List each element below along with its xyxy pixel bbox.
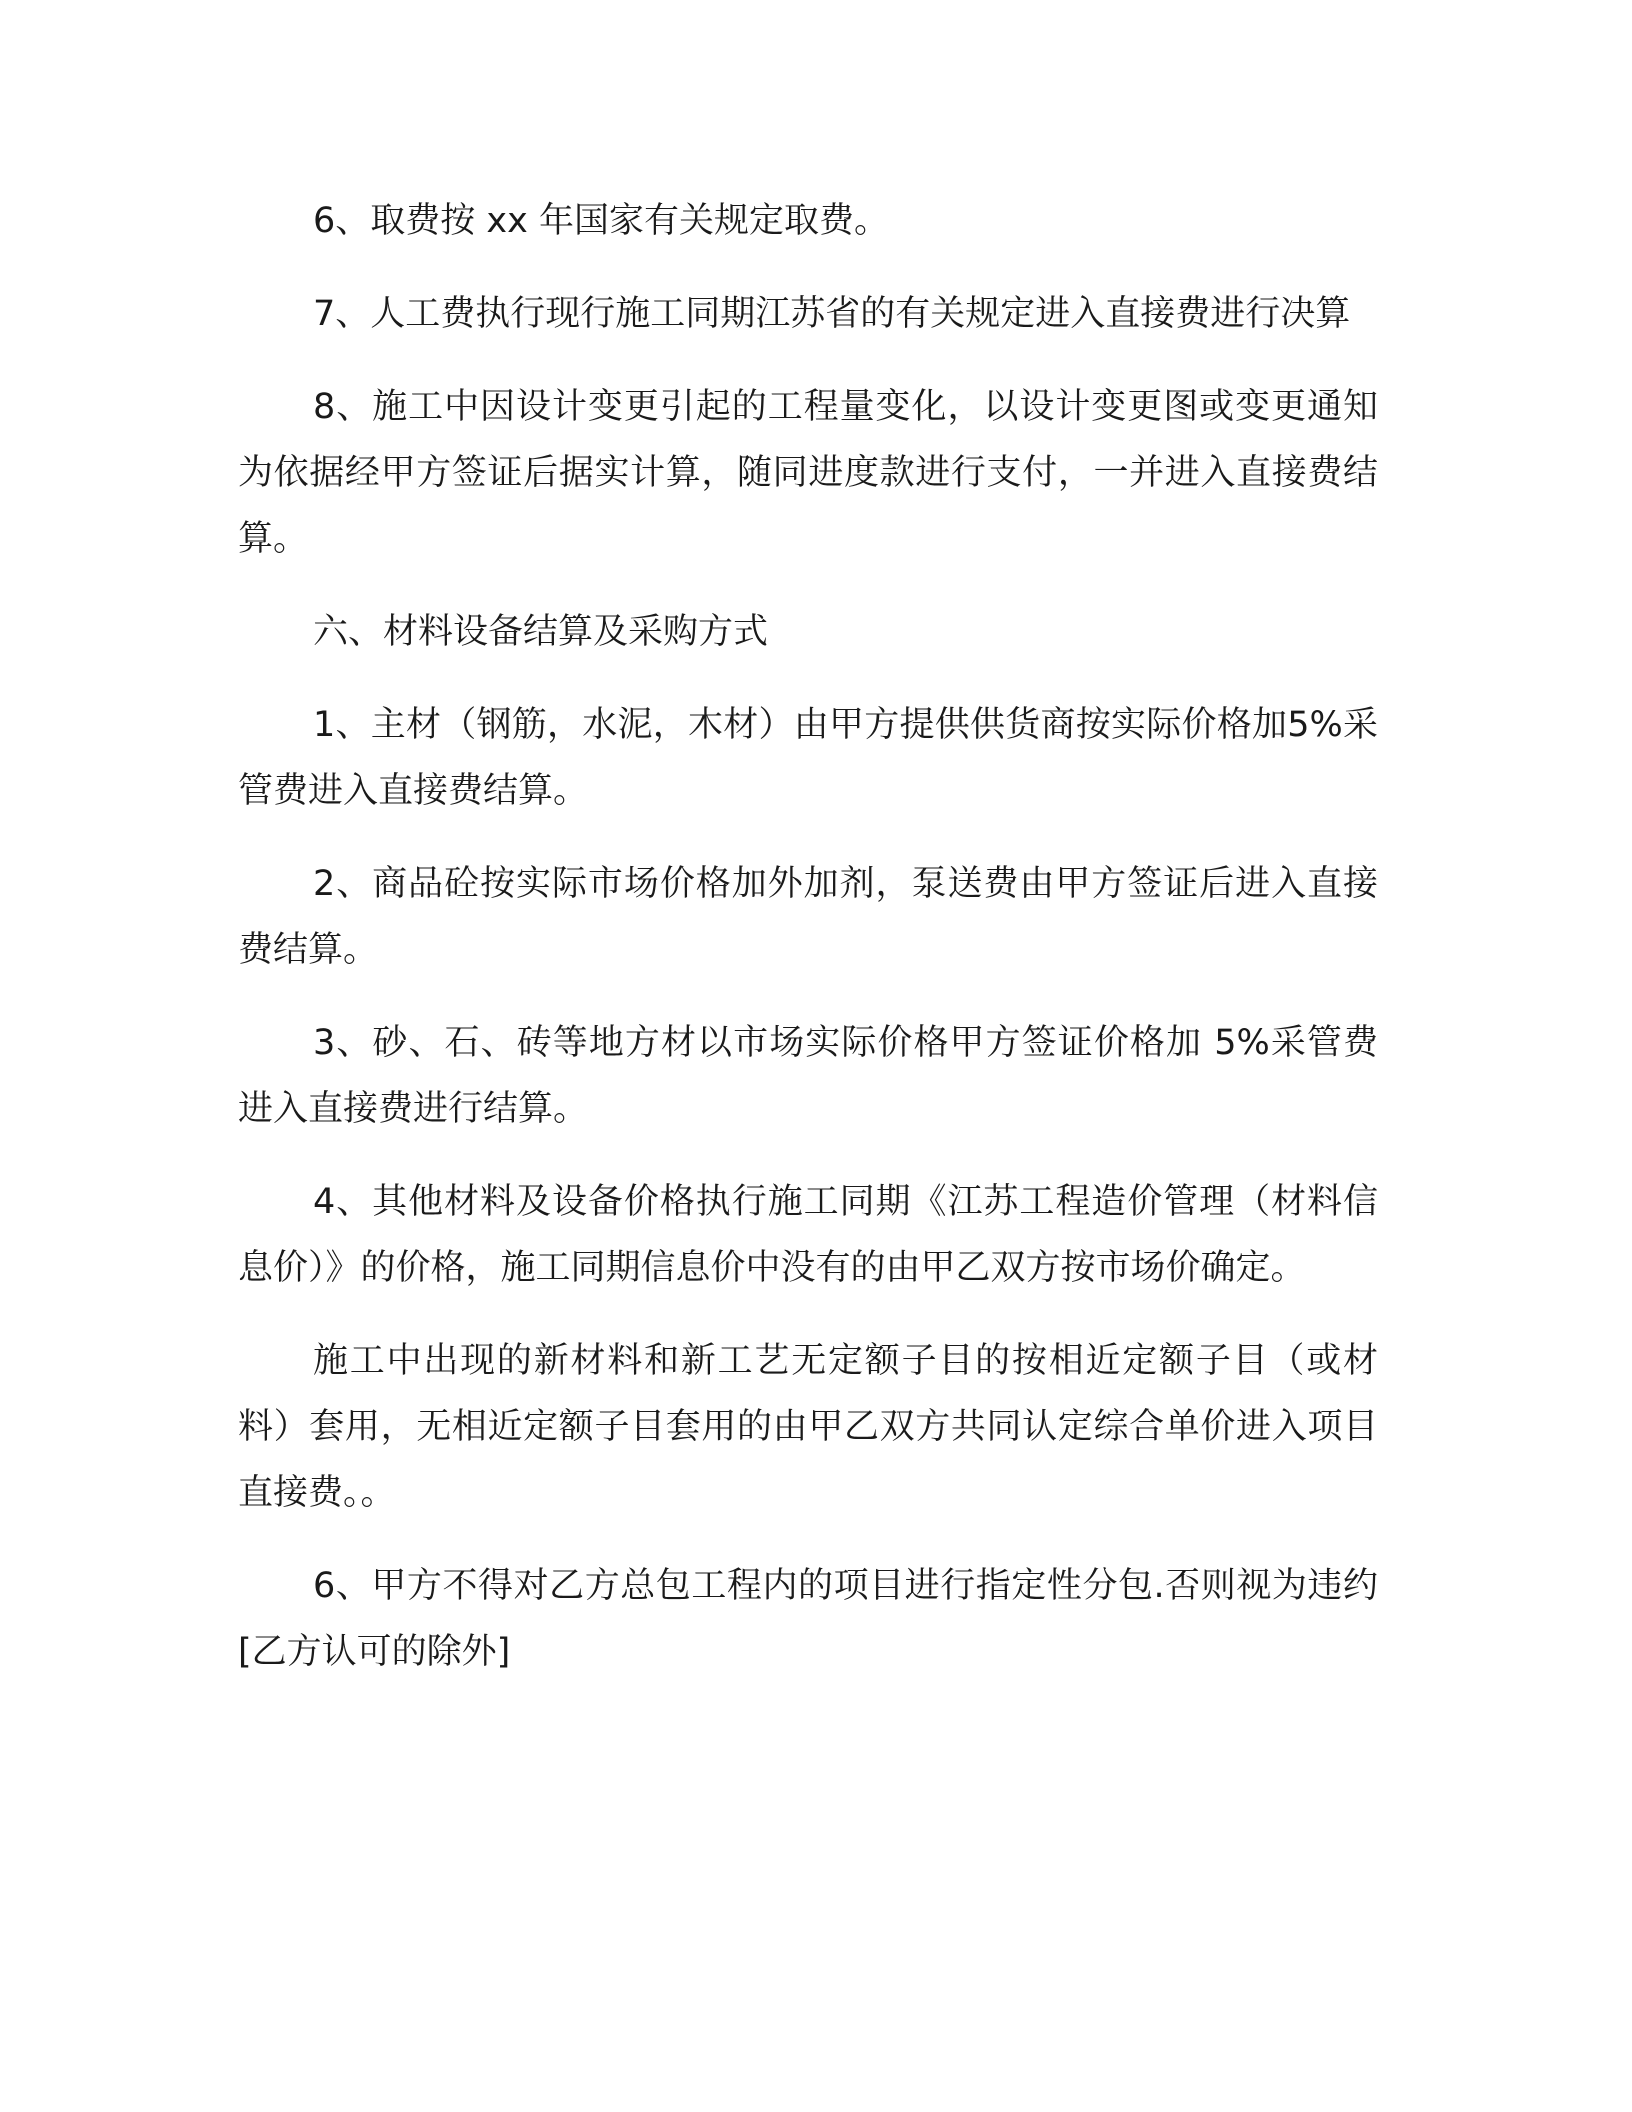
document-body xyxy=(238,188,1378,1712)
paragraph-new-materials: 施工中出现的新材料和新工艺无定额子目的按相近定额子目（或材料）套用，无相近定额子目套用的由甲乙双方共同认定综合单价进入项目直接费。。 xyxy=(238,1341,1378,1513)
paragraph-design-change: 8、施工中因设计变更引起的工程量变化，以设计变更图或变更通知为依据经甲方签证后据实计算，随同进度款进行支付，一并进入直接费结算。 xyxy=(238,387,1378,559)
paragraph-main-materials: 1、主材（钢筋，水泥，木材）由甲方提供供货商按实际价格加5%采管费进入直接费结算。 xyxy=(238,705,1378,811)
paragraph-other-materials: 4、其他材料及设备价格执行施工同期《江苏工程造价管理（材料信息价）》的价格，施工同期信息价中没有的由甲乙双方按市场价确定。 xyxy=(238,1182,1378,1288)
paragraph-subcontracting: 6、甲方不得对乙方总包工程内的项目进行指定性分包.否则视为违约[乙方认可的除外] xyxy=(238,1566,1378,1672)
paragraph-local-materials: 3、砂、石、砖等地方材以市场实际价格甲方签证价格加 5%采管费进入直接费进行结算。 xyxy=(238,1023,1378,1129)
paragraph-labor-cost: 7、人工费执行现行施工同期江苏省的有关规定进入直接费进行决算 xyxy=(313,294,1351,334)
paragraph-fee-collection: 6、取费按 xx 年国家有关规定取费。 xyxy=(313,201,889,241)
section-heading-materials: 六、材料设备结算及采购方式 xyxy=(313,612,769,652)
paragraph-concrete: 2、商品砼按实际市场价格加外加剂，泵送费由甲方签证后进入直接费结算。 xyxy=(238,864,1378,970)
